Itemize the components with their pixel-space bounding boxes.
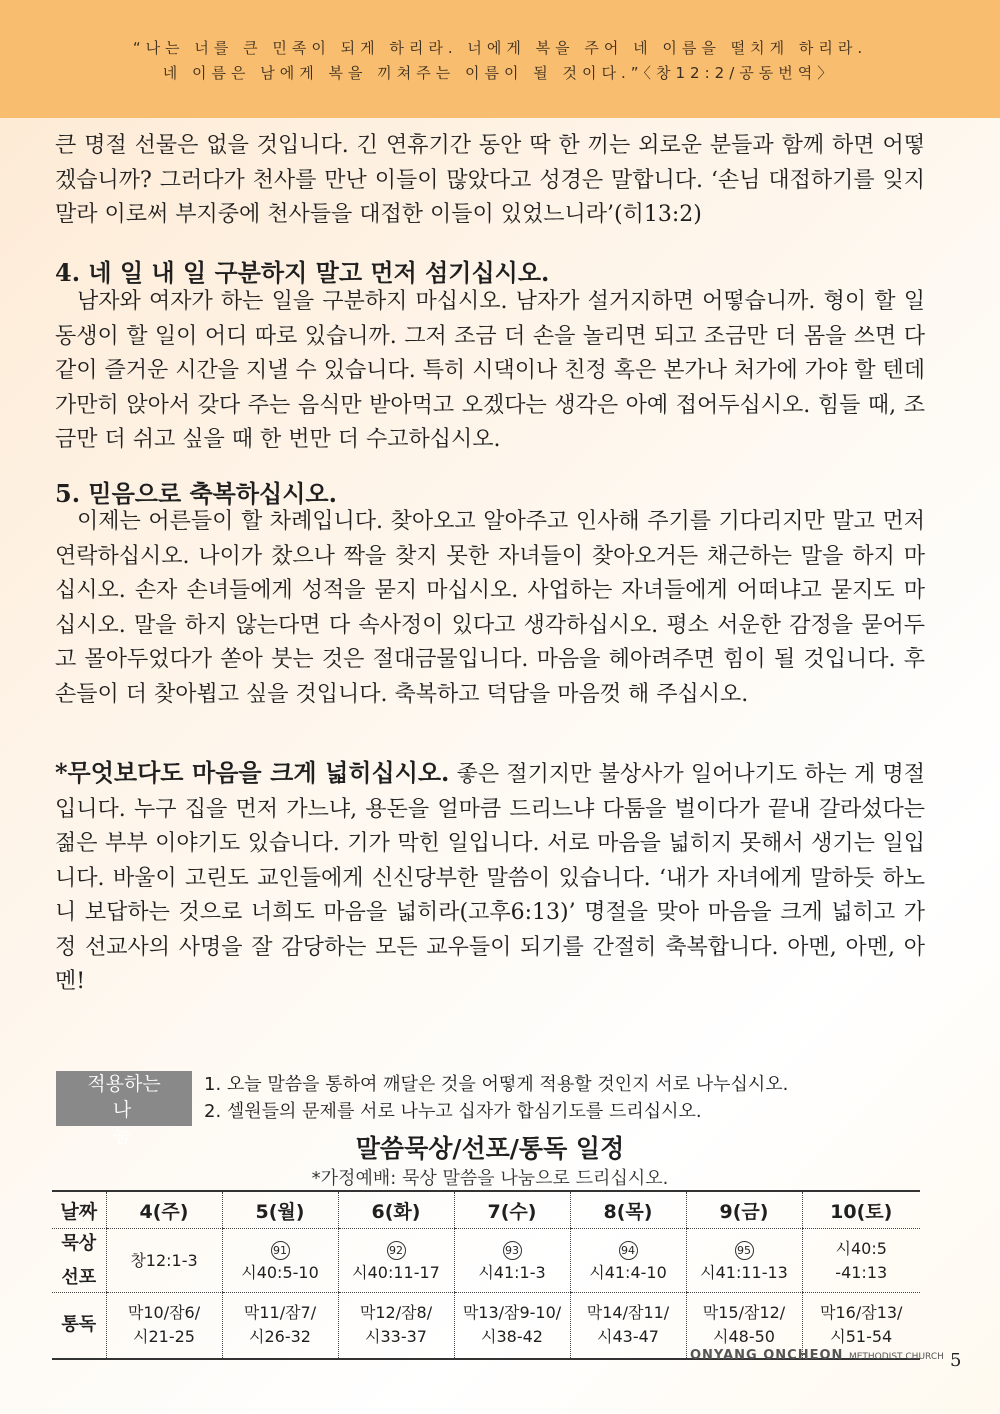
verse-line-2: 네 이름은 남에게 복을 끼쳐주는 이름이 될 것이다.”〈창12:2/공동번역〉 xyxy=(162,64,838,82)
cell-ref: 시40:11-17 xyxy=(352,1262,440,1282)
apply-item: 1. 오늘 말씀을 통하여 깨달은 것을 어떻게 적용할 것인지 서로 나누십시오. xyxy=(204,1074,789,1095)
header-cell: 5(월) xyxy=(222,1191,338,1229)
intro-paragraph xyxy=(55,129,925,233)
table-cell xyxy=(222,1293,338,1359)
closing-lead: *무엇보다도 마음을 크게 넓히십시오. xyxy=(55,758,450,787)
header-cell: 10(토) xyxy=(802,1191,920,1229)
day-number-badge: 91 xyxy=(271,1241,290,1260)
cell-top: 막13/잠9-10/ xyxy=(462,1303,562,1323)
table-row xyxy=(52,1229,920,1293)
header-cell: 6(화) xyxy=(338,1191,454,1229)
cell-ref-a: 시40:5 xyxy=(835,1238,887,1258)
apply-label-line2: 나눔 xyxy=(112,1099,174,1147)
day-number-badge: 93 xyxy=(503,1241,522,1260)
schedule-title: 말씀묵상/선포/통독 일정 xyxy=(355,1134,625,1163)
schedule-table xyxy=(52,1190,920,1360)
table-cell xyxy=(106,1293,222,1359)
cell-ref: 시41:4-10 xyxy=(589,1262,667,1282)
cell-top: 막15/잠12/ xyxy=(702,1303,786,1323)
row-label-meditation: 묵상 xyxy=(61,1232,97,1254)
table-cell xyxy=(570,1229,686,1293)
church-brand-sub: METHODIST CHURCH xyxy=(848,1352,944,1362)
cell-top: 막11/잠7/ xyxy=(243,1303,317,1323)
table-cell xyxy=(222,1229,338,1293)
church-brand-name: ONYANG ONCHEON xyxy=(690,1348,844,1363)
cell-top: 막10/잠6/ xyxy=(127,1303,201,1323)
church-brand xyxy=(690,1348,944,1363)
schedule-note: *가정예배: 묵상 말씀을 나눔으로 드리십시오. xyxy=(311,1168,669,1189)
day-number-badge: 92 xyxy=(387,1241,406,1260)
apply-label-line1: 적용하는 xyxy=(87,1073,161,1095)
day-number-badge: 95 xyxy=(735,1241,754,1260)
closing-text: 좋은 절기지만 불상사가 일어나기도 하는 게 명절입니다. 누구 집을 먼저 가느냐, 용돈을 얼마큼 드리느냐 다툼을 벌이다가 끝내 갈라섰다는 젊은 부부 이야기도 있습니다. 기가 막힌 일입니다. 서로 마음을 넓히지 못해서 생기는 일입니다. 바울이 고린도 교인들에게 신신당부한 말씀이 있습니다. ‘내가 자녀에게 말하듯 하노니 보답하는 것으로 너희도 마음을 넓히라(고후6:13)’ 명절을 맞아 마음을 크게 넓히고 가정 선교사의 사명을 잘 감당하는 모든 교우들이 되기를 간절히 축복합니다. 아멘, 아멘, 아멘! xyxy=(55,762,926,994)
table-cell xyxy=(570,1293,686,1359)
table-cell xyxy=(454,1229,570,1293)
table-cell: 창12:1-3 xyxy=(106,1229,222,1293)
row-label xyxy=(52,1229,106,1293)
page-number: 5 xyxy=(950,1350,962,1371)
cell-bottom: 시21-25 xyxy=(133,1327,195,1347)
section-4-heading: 4. 네 일 내 일 구분하지 말고 먼저 섬기십시오. xyxy=(55,258,550,287)
cell-bottom: 시51-54 xyxy=(830,1327,893,1347)
cell-bottom: 시43-47 xyxy=(597,1327,659,1347)
closing-paragraph xyxy=(55,756,925,1000)
table-cell xyxy=(338,1229,454,1293)
intro-text: 큰 명절 선물은 없을 것입니다. 긴 연휴기간 동안 딱 한 끼는 외로운 분들과 함께 하면 어떻겠습니까? 그러다가 천사를 만난 이들이 많았다고 성경은 말합니다. ‘손님 대접하기를 잊지 말라 이로써 부지중에 천사들을 대접한 이들이 있었느니라’(히13:2) xyxy=(55,133,925,227)
cell-ref: 시41:11-13 xyxy=(700,1262,788,1282)
apply-item: 2. 셀원들의 문제를 서로 나누고 십자가 합심기도를 드리십시오. xyxy=(204,1101,702,1122)
cell-bottom: 시48-50 xyxy=(713,1327,775,1347)
row-label-preaching: 선포 xyxy=(61,1266,97,1288)
table-header-row xyxy=(52,1191,920,1229)
header-cell: 4(주) xyxy=(106,1191,222,1229)
header-cell: 7(수) xyxy=(454,1191,570,1229)
section-4-body xyxy=(55,285,925,458)
table-cell xyxy=(454,1293,570,1359)
section-4-text: 남자와 여자가 하는 일을 구분하지 마십시오. 남자가 설거지하면 어떻습니까. 형이 할 일 동생이 할 일이 어디 따로 있습니까. 그저 조금 더 손을 놀리면 되고 조금만 더 몸을 쓰면 다 같이 즐거운 시간을 지낼 수 있습니다. 특히 시댁이나 친정 혹은 본가나 처가에 가야 할 텐데 가만히 앉아서 갖다 주는 음식만 받아먹고 오겠다는 생각은 아예 접어두십시오. 힘들 때, 조금만 더 쉬고 싶을 때 한 번만 더 수고하십시오. xyxy=(55,289,925,452)
row-label-reading: 통독 xyxy=(52,1293,106,1359)
cell-top: 막12/잠8/ xyxy=(359,1303,433,1323)
table-cell xyxy=(338,1293,454,1359)
table-cell xyxy=(686,1229,802,1293)
cell-top: 막16/잠13/ xyxy=(820,1303,903,1323)
cell-top: 막14/잠11/ xyxy=(586,1303,670,1323)
verse-banner xyxy=(0,0,1000,118)
verse-line-1: “나는 너를 큰 민족이 되게 하리라. 너에게 복을 주어 네 이름을 떨치게 하리라. xyxy=(132,39,868,57)
table-cell xyxy=(802,1229,920,1293)
day-number-badge: 94 xyxy=(619,1241,638,1260)
section-5-text: 이제는 어른들이 할 차례입니다. 찾아오고 알아주고 인사해 주기를 기다리지만 말고 먼저 연락하십시오. 나이가 찼으나 짝을 찾지 못한 자녀들이 찾아오거든 채근하는 말을 하지 마십시오. 손자 손녀들에게 성적을 묻지 마십시오. 사업하는 자녀들에게 어떠냐고 묻지도 마십시오. 말을 하지 않는다면 다 속사정이 있다고 생각하십시오. 평소 서운한 감정을 묻어두고 몰아두었다가 쏟아 붓는 것은 절대금물입니다. 마음을 헤아려주면 힘이 될 것입니다. 후손들이 더 찾아뵙고 싶을 것입니다. 축복하고 덕담을 마음껏 해 주십시오. xyxy=(55,509,925,707)
apply-label-box xyxy=(56,1071,192,1147)
header-cell: 9(금) xyxy=(686,1191,802,1229)
header-cell: 8(목) xyxy=(570,1191,686,1229)
section-5-heading: 5. 믿음으로 축복하십시오. xyxy=(55,479,337,508)
header-cell: 날짜 xyxy=(52,1191,106,1229)
cell-ref-b: -41:13 xyxy=(835,1262,888,1282)
apply-list xyxy=(204,1071,934,1125)
cell-ref: 시40:5-10 xyxy=(241,1262,319,1282)
cell-bottom: 시38-42 xyxy=(481,1327,543,1347)
section-5-body xyxy=(55,505,925,712)
cell-ref: 시41:1-3 xyxy=(478,1262,546,1282)
cell-bottom: 시26-32 xyxy=(249,1327,311,1347)
cell-bottom: 시33-37 xyxy=(365,1327,427,1347)
